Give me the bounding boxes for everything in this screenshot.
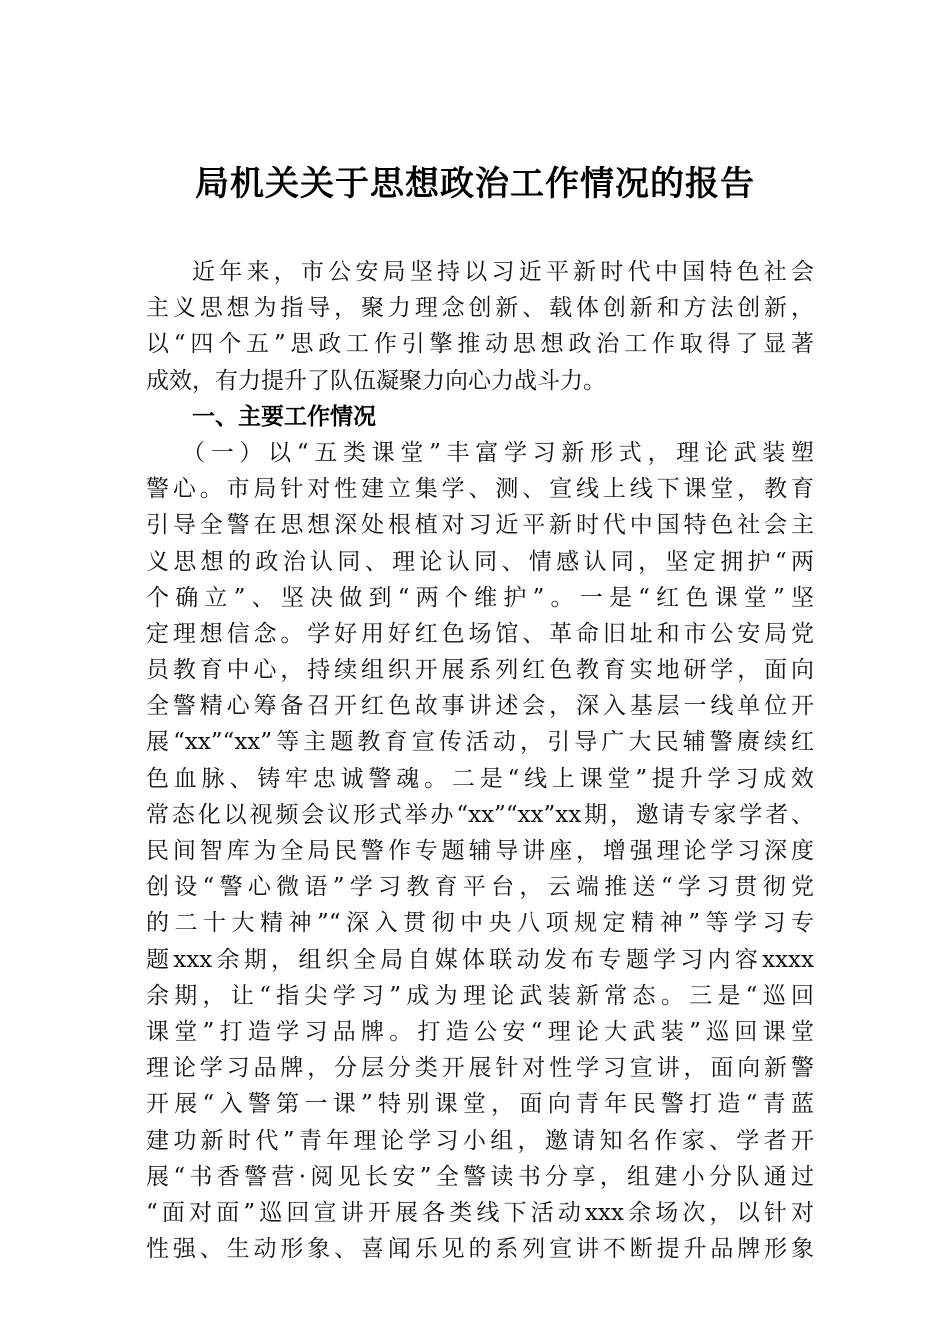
body-line: 全警精心筹备召开红色故事讲述会，深入基层一线单位开 — [146, 693, 814, 720]
body-line: 警心。市局针对性建立集学、测、宣线上线下课堂，教育 — [146, 476, 814, 503]
section-heading: 一、主要工作情况 — [192, 403, 376, 430]
body-line: 建功新时代”青年理论学习小组，邀请知名作家、学者开 — [146, 1127, 814, 1154]
body-line: 员教育中心，持续组织开展系列红色教育实地研学，面向 — [146, 657, 814, 684]
body-line: 义思想的政治认同、理论认同、情感认同，坚定拥护“两 — [146, 548, 814, 575]
body-line: 的二十大精神”“深入贯彻中央八项规定精神”等学习专 — [146, 910, 814, 937]
body-line: （一）以“五类课堂”丰富学习新形式，理论武装塑 — [182, 439, 814, 466]
intro-line: 成效，有力提升了队伍凝聚力向心力战斗力。 — [146, 367, 606, 394]
body-line: 定理想信念。学好用好红色场馆、革命旧址和市公安局党 — [146, 620, 814, 647]
intro-line: 主义思想为指导，聚力理念创新、载体创新和方法创新， — [146, 295, 814, 322]
body-line: 色血脉、铸牢忠诚警魂。二是“线上课堂”提升学习成效 — [146, 765, 814, 792]
intro-line: 近年来，市公安局坚持以习近平新时代中国特色社会 — [192, 259, 814, 285]
body-line: 余期，让“指尖学习”成为理论武装新常态。三是“巡回 — [146, 982, 814, 1009]
body-line: 展“xx”“xx”等主题教育宣传活动，引导广大民辅警赓续红 — [146, 729, 814, 756]
body-line: 常态化以视频会议形式举办“xx”“xx”xx期，邀请专家学者、 — [146, 801, 814, 828]
document-title: 局机关关于思想政治工作情况的报告 — [195, 164, 755, 204]
body-line: 引导全警在思想深处根植对习近平新时代中国特色社会主 — [146, 512, 814, 539]
body-line: 个确立”、坚决做到“两个维护”。一是“红色课堂”坚 — [146, 584, 814, 611]
body-line: 民间智库为全局民警作专题辅导讲座，增强理论学习深度 — [146, 838, 814, 864]
body-line: “面对面”巡回宣讲开展各类线下活动xxx余场次，以针对 — [146, 1199, 814, 1226]
body-line: 课堂”打造学习品牌。打造公安“理论大武装”巡回课堂 — [146, 1018, 814, 1045]
intro-line: 以“四个五”思政工作引擎推动思想政治工作取得了显著 — [146, 331, 814, 358]
body-line: 理论学习品牌，分层分类开展针对性学习宣讲，面向新警 — [146, 1055, 814, 1082]
body-line: 性强、生动形象、喜闻乐见的系列宣讲不断提升品牌形象 — [146, 1236, 814, 1263]
body-line: 题xxx余期，组织全局自媒体联动发布专题学习内容xxxx — [146, 946, 814, 973]
body-line: 创设“警心微语”学习教育平台，云端推送“学习贯彻党 — [146, 874, 814, 901]
body-line: 展“书香警营·阅见长安”全警读书分享，组建小分队通过 — [146, 1163, 814, 1190]
document-body — [146, 254, 814, 1267]
body-line: 开展“入警第一课”特别课堂，面向青年民警打造“青蓝 — [146, 1091, 814, 1118]
